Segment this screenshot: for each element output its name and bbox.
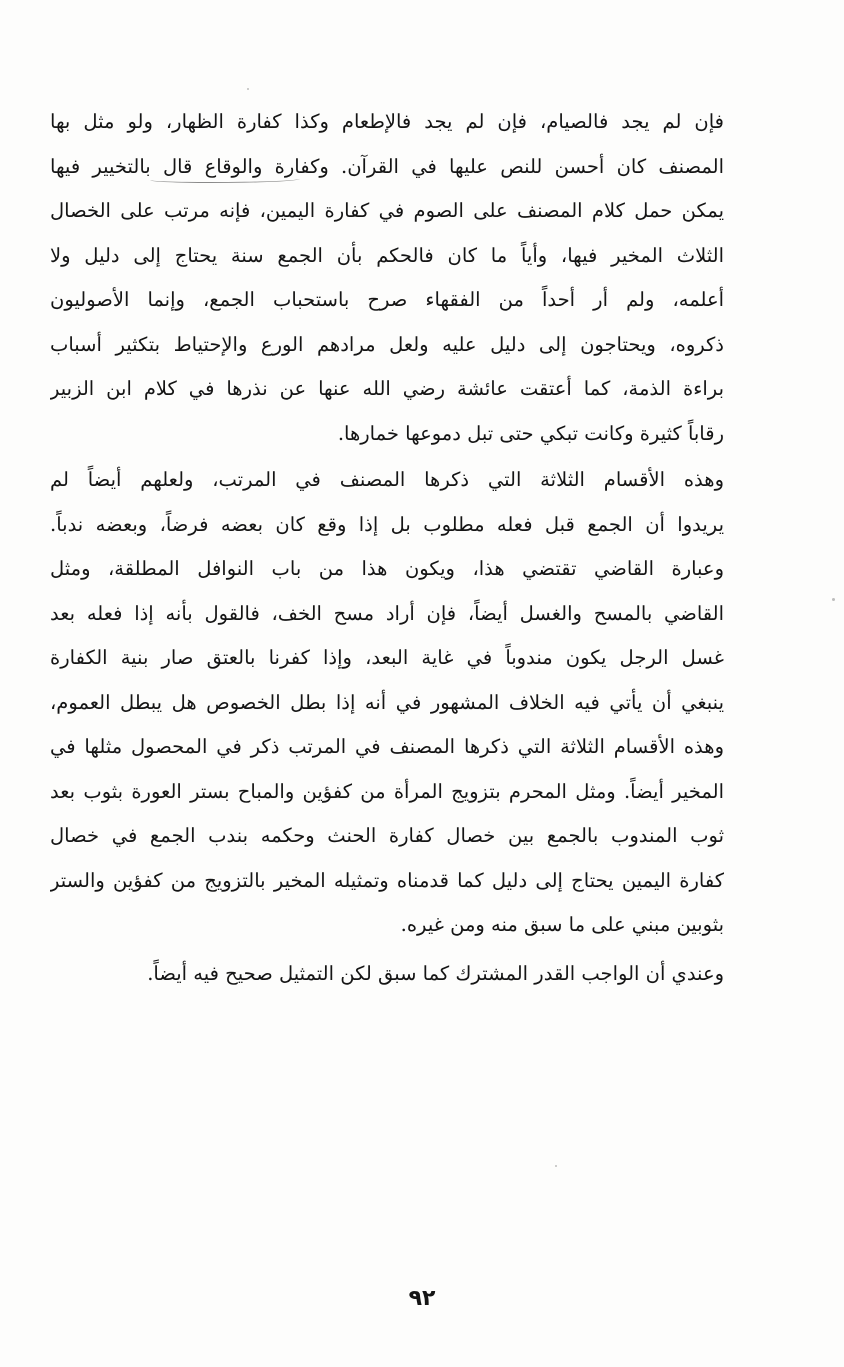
- paragraph-3: [50, 952, 724, 997]
- paragraph-1: [50, 100, 724, 456]
- text-line: المصنف كان أحسن للنص عليها في القرآن. وكفارة والوقاع قال بالتخيير فيها: [50, 154, 724, 178]
- text-line: ينبغي أن يأتي فيه الخلاف المشهور في أنه إذا بطل الخصوص هل يبطل العموم،: [50, 690, 724, 714]
- text-line: غسل الرجل يكون مندوباً في غاية البعد، وإذا كفرنا بالعتق صار بنية الكفارة: [50, 646, 724, 669]
- text-line: أعلمه، ولم أر أحداً من الفقهاء صرح باستحباب الجمع، وإنما الأصوليون: [50, 288, 724, 311]
- text-line: ذكروه، ويحتاجون إلى دليل عليه ولعل مرادهم الورع والإحتياط بتكثير أسباب: [50, 332, 724, 356]
- text-line: فإن لم يجد فالصيام، فإن لم يجد فالإطعام وكذا كفارة الظهار، ولو مثل بها: [50, 110, 724, 133]
- text-line: وعندي أن الواجب القدر المشترك كما سبق لكن التمثيل صحيح فيه أيضاً.: [147, 962, 724, 985]
- text-line: براءة الذمة، كما أعتقت عائشة رضي الله عنها عن نذرها في كلام ابن الزبير: [50, 377, 724, 400]
- text-line: المخير أيضاً. ومثل المحرم بتزويج المرأة من كفؤين والمباح بستر العورة بثوب بعد: [50, 779, 724, 803]
- text-line: وعبارة القاضي تقتضي هذا، ويكون هذا من باب النوافل المطلقة، ومثل: [50, 557, 724, 580]
- text-line: القاضي بالمسح والغسل أيضاً، فإن أراد مسح الخف، فالقول بأنه إذا فعله بعد: [50, 601, 724, 625]
- paragraph-2: [50, 458, 724, 948]
- text-line: ثوب المندوب بالجمع بين خصال كفارة الحنث وحكمه بندب الجمع في خصال: [50, 824, 724, 847]
- scan-speck: [555, 1165, 557, 1167]
- text-line: بثوبين مبني على ما سبق منه ومن غيره.: [400, 913, 724, 936]
- text-line: رقاباً كثيرة وكانت تبكي حتى تبل دموعها خمارها.: [337, 421, 724, 445]
- text-line: كفارة اليمين يحتاج إلى دليل كما قدمناه وتمثيله المخير بالتزويج من كفؤين والستر: [50, 868, 724, 892]
- scan-speck: [247, 88, 249, 90]
- scan-speck: [832, 598, 835, 601]
- page-number: ٩٢: [408, 1286, 436, 1311]
- text-line: يمكن حمل كلام المصنف على الصوم في كفارة اليمين، فإنه مرتب على الخصال: [50, 199, 724, 222]
- text-line: وهذه الأقسام الثلاثة التي ذكرها المصنف في المرتب ذكر في المحصول مثلها في: [50, 735, 724, 758]
- text-line: يريدوا أن الجمع قبل فعله مطلوب بل إذا وقع كان بعضه فرضاً، وبعضه ندباً.: [50, 512, 724, 536]
- text-line: وهذه الأقسام الثلاثة التي ذكرها المصنف في المرتب، ولعلهم أيضاً لم: [50, 468, 724, 491]
- text-line: الثلاث المخير فيها، وأياً ما كان فالحكم بأن الجمع سنة يحتاج إلى دليل ولا: [50, 243, 724, 267]
